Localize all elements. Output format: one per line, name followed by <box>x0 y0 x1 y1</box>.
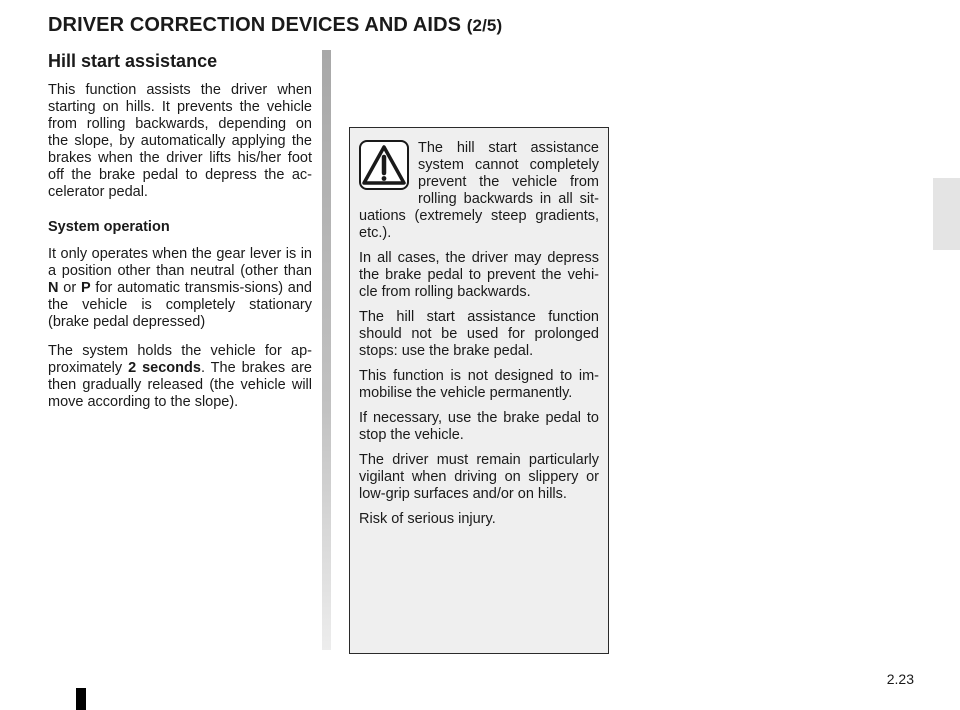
warning-box <box>349 127 609 654</box>
warning-triangle-icon <box>359 140 409 190</box>
warning-paragraph: The hill start assistance function should not be used for prolonged stops: use the brake pedal. <box>359 309 599 359</box>
warning-paragraph: If necessary, use the brake pedal to stop the vehicle. <box>359 410 599 443</box>
hold-paragraph <box>48 343 312 411</box>
operation-paragraph <box>48 246 312 331</box>
hold-text-1: The system holds the vehicle for ap-proximately <box>48 343 312 376</box>
page-number: 2.23 <box>886 671 914 687</box>
gear-n-label: N <box>48 280 59 296</box>
section-heading: Hill start assistance <box>48 51 218 71</box>
page-counter: (2/5) <box>466 16 503 35</box>
subheading-system-operation: System operation <box>48 219 170 235</box>
chapter-side-tab <box>933 178 960 250</box>
intro-paragraph: This function assists the driver when starting on hills. It prevents the vehicle from rolling backwards, depending on the slope, by automatically applying the brakes when the driver lifts his/her foot off the brake pedal to depress the ac-celerator pedal. <box>48 82 312 200</box>
warning-paragraph: The driver must remain particularly vigilant when driving on slippery or low-grip surfaces and/or on hills. <box>359 452 599 502</box>
main-column <box>48 50 312 423</box>
operation-text-2: or <box>58 280 81 296</box>
bottom-crop-mark <box>76 688 86 710</box>
page-title-text: DRIVER CORRECTION DEVICES AND AIDS <box>48 14 462 36</box>
page-title <box>48 14 502 37</box>
gear-p-label: P <box>80 280 91 296</box>
warning-paragraph: Risk of serious injury. <box>359 511 496 527</box>
warning-paragraph: The hill start assistance system cannot completely prevent the vehicle from rolling backwards in all sit-uations (extremely steep gradients, etc.). <box>359 140 599 241</box>
hold-text-2: . The brakes are then gradually released (the vehicle will move according to the slope). <box>48 360 313 410</box>
operation-text-1: It only operates when the gear lever is in a position other than neutral (other than <box>48 246 312 279</box>
hold-duration: 2 seconds <box>128 360 201 376</box>
column-divider <box>322 50 331 650</box>
warning-paragraph: This function is not designed to im-mobilise the vehicle permanently. <box>359 368 599 401</box>
operation-text-3: for automatic transmis-sions) and the vehicle is completely stationary (brake pedal depressed) <box>48 280 312 330</box>
warning-paragraph: In all cases, the driver may depress the brake pedal to prevent the vehi-cle from rolling backwards. <box>359 250 599 300</box>
